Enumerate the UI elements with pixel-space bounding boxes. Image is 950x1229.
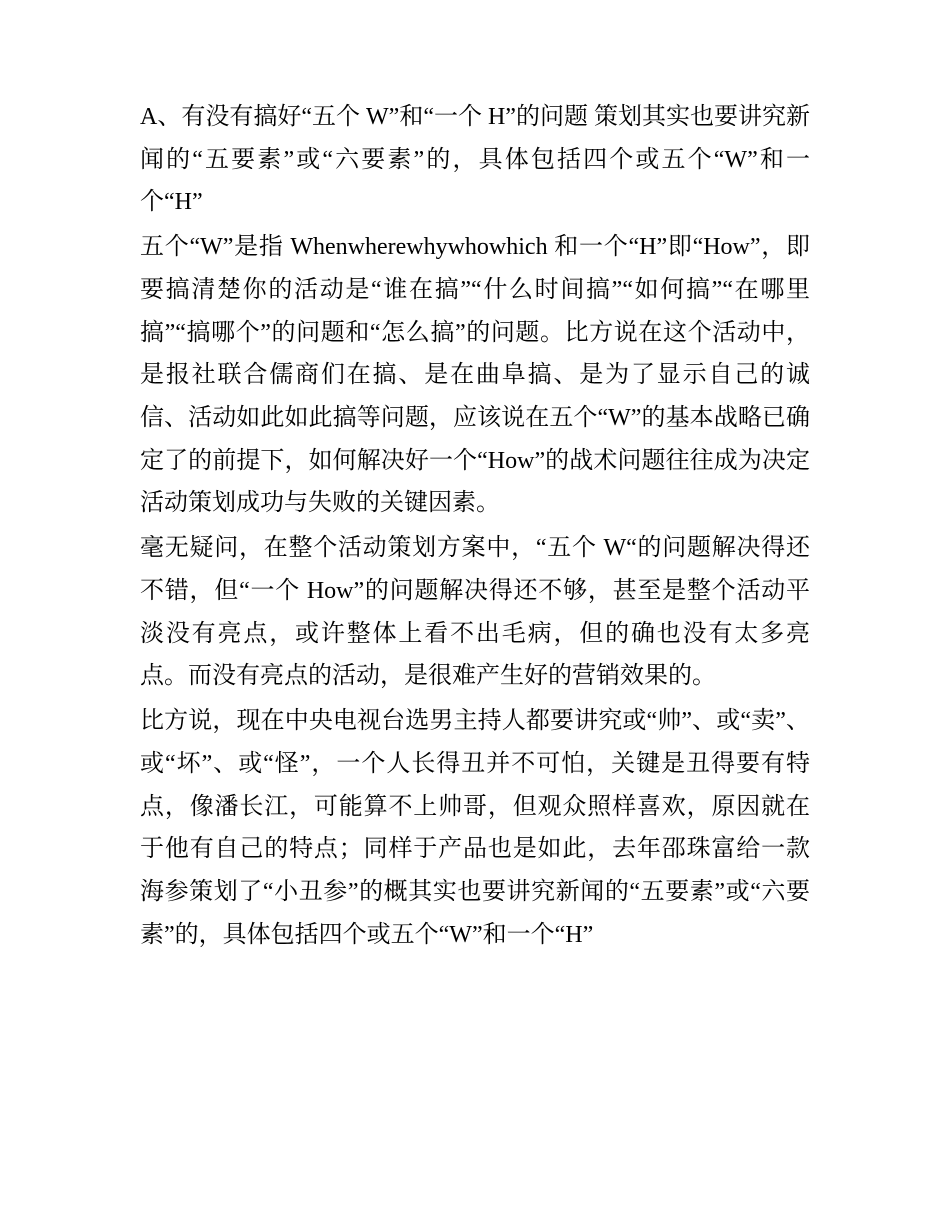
paragraph: 比方说，现在中央电视台选男主持人都要讲究或“帅”、或“卖”、或“坏”、或“怪”，一个人长得丑并不可怕，关键是丑得要有特点，像潘长江，可能算不上帅哥，但观众照样喜欢，原因就在于他有自己的特点；同样于产品也是如此，去年邵珠富给一款海参策划了“小丑参”的概其实也要讲究新闻的“五要素”或“六要素”的，具体包括四个或五个“W”和一个“H” — [140, 708, 810, 948]
paragraph: 毫无疑问，在整个活动策划方案中，“五个 W“的问题解决得还不错，但“一个 How”的问题解决得还不够，甚至是整个活动平淡没有亮点，或许整体上看不出毛病，但的确也没有太多亮点。而没有亮点的活动，是很难产生好的营销效果的。 — [140, 535, 810, 690]
paragraph: 五个“W”是指 Whenwherewhywhowhich 和一个“H”即“How”，即要搞清楚你的活动是“谁在搞”“什么时间搞”“如何搞”“在哪里搞”“搞哪个”的问题和“怎么搞”的问题。比方说在这个活动中，是报社联合儒商们在搞、是在曲阜搞、是为了显示自己的诚信、活动如此如此搞等问题，应该说在五个“W”的基本战略已确定了的前提下，如何解决好一个“How”的战术问题往往成为决定活动策划成功与失败的关键因素。 — [140, 234, 810, 517]
document-body — [140, 96, 810, 956]
paragraph: A、有没有搞好“五个 W”和“一个 H”的问题 策划其实也要讲究新闻的“五要素”或“六要素”的，具体包括四个或五个“W”和一个“H” — [140, 104, 810, 216]
